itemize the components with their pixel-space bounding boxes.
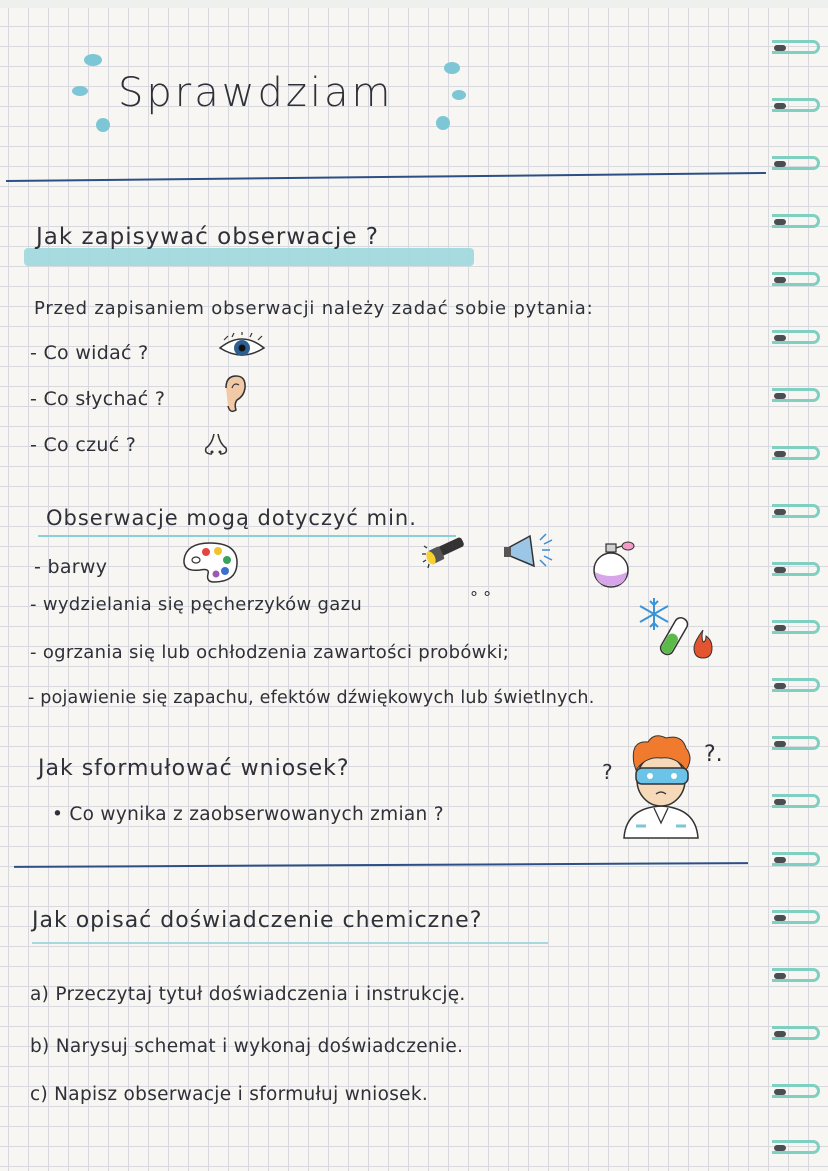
divider-line [14, 862, 748, 868]
decor-dot [72, 86, 88, 96]
question-hear: - Co słychać ? [30, 388, 166, 410]
perfume-bottle-icon [590, 540, 640, 590]
section-heading-experiment: Jak opisać doświadczenie chemiczne? [32, 908, 483, 933]
spiral-ring [772, 98, 820, 112]
question-mark-left: ? [602, 760, 613, 784]
step-c: c) Napisz obserwacje i sformułuj wniosek. [30, 1084, 429, 1105]
heading-highlight [24, 248, 474, 266]
decor-dot [84, 54, 102, 66]
page-title: Sprawdziam [118, 70, 394, 116]
topic-item-temperature: - ogrzania się lub ochłodzenia zawartości probówki; [30, 642, 510, 663]
spiral-ring [772, 156, 820, 170]
divider-line [6, 172, 766, 182]
scientist-icon [606, 728, 716, 840]
eye-icon [218, 332, 266, 362]
bubbles-mark: ° ° [470, 588, 492, 607]
spiral-ring [772, 446, 820, 460]
spiral-ring [772, 214, 820, 228]
conclusion-question: • Co wynika z zaobserwowanych zmian ? [52, 804, 444, 825]
question-smell: - Co czuć ? [30, 434, 137, 456]
spiral-ring [772, 330, 820, 344]
spiral-ring [772, 968, 820, 982]
spiral-ring [772, 40, 820, 54]
spiral-ring [772, 562, 820, 576]
nose-icon [200, 432, 232, 458]
section-heading-topics: Obserwacje mogą dotyczyć min. [46, 506, 417, 530]
heading-underline [32, 942, 548, 944]
flashlight-icon [420, 532, 468, 572]
flame-icon [690, 628, 716, 660]
spiral-ring [772, 1026, 820, 1040]
spiral-ring [772, 852, 820, 866]
test-tube-icon [656, 614, 690, 664]
decor-dot [444, 62, 460, 74]
question-mark-right: ?. [704, 742, 723, 767]
spiral-ring [772, 736, 820, 750]
spiral-ring [772, 1084, 820, 1098]
topic-item-colors: - barwy [34, 556, 108, 578]
spiral-ring [772, 678, 820, 692]
topic-item-gas-bubbles: - wydzielania się pęcherzyków gazu [30, 594, 363, 615]
palette-icon [180, 540, 240, 586]
observations-intro: Przed zapisaniem obserwacji należy zadać sobie pytania: [34, 298, 594, 319]
spiral-ring [772, 272, 820, 286]
spiral-ring [772, 910, 820, 924]
decor-dot [452, 90, 466, 100]
spiral-ring [772, 620, 820, 634]
megaphone-icon [500, 528, 560, 576]
spiral-ring [772, 504, 820, 518]
section-heading-observations: Jak zapisywać obserwacje ? [36, 224, 379, 250]
decor-dot [96, 118, 110, 132]
step-a: a) Przeczytaj tytuł doświadczenia i instrukcję. [30, 984, 466, 1005]
spiral-ring [772, 794, 820, 808]
decor-dot [436, 116, 450, 130]
topic-item-sound-light: - pojawienie się zapachu, efektów dźwiękowych lub świetlnych. [28, 688, 595, 708]
spiral-ring [772, 388, 820, 402]
question-see: - Co widać ? [30, 342, 149, 364]
step-b: b) Narysuj schemat i wykonaj doświadczenie. [30, 1036, 464, 1057]
ear-icon [220, 374, 248, 414]
spiral-ring [772, 1140, 820, 1154]
section-heading-conclusion: Jak sformułować wniosek? [38, 756, 350, 781]
heading-underline [38, 535, 456, 537]
